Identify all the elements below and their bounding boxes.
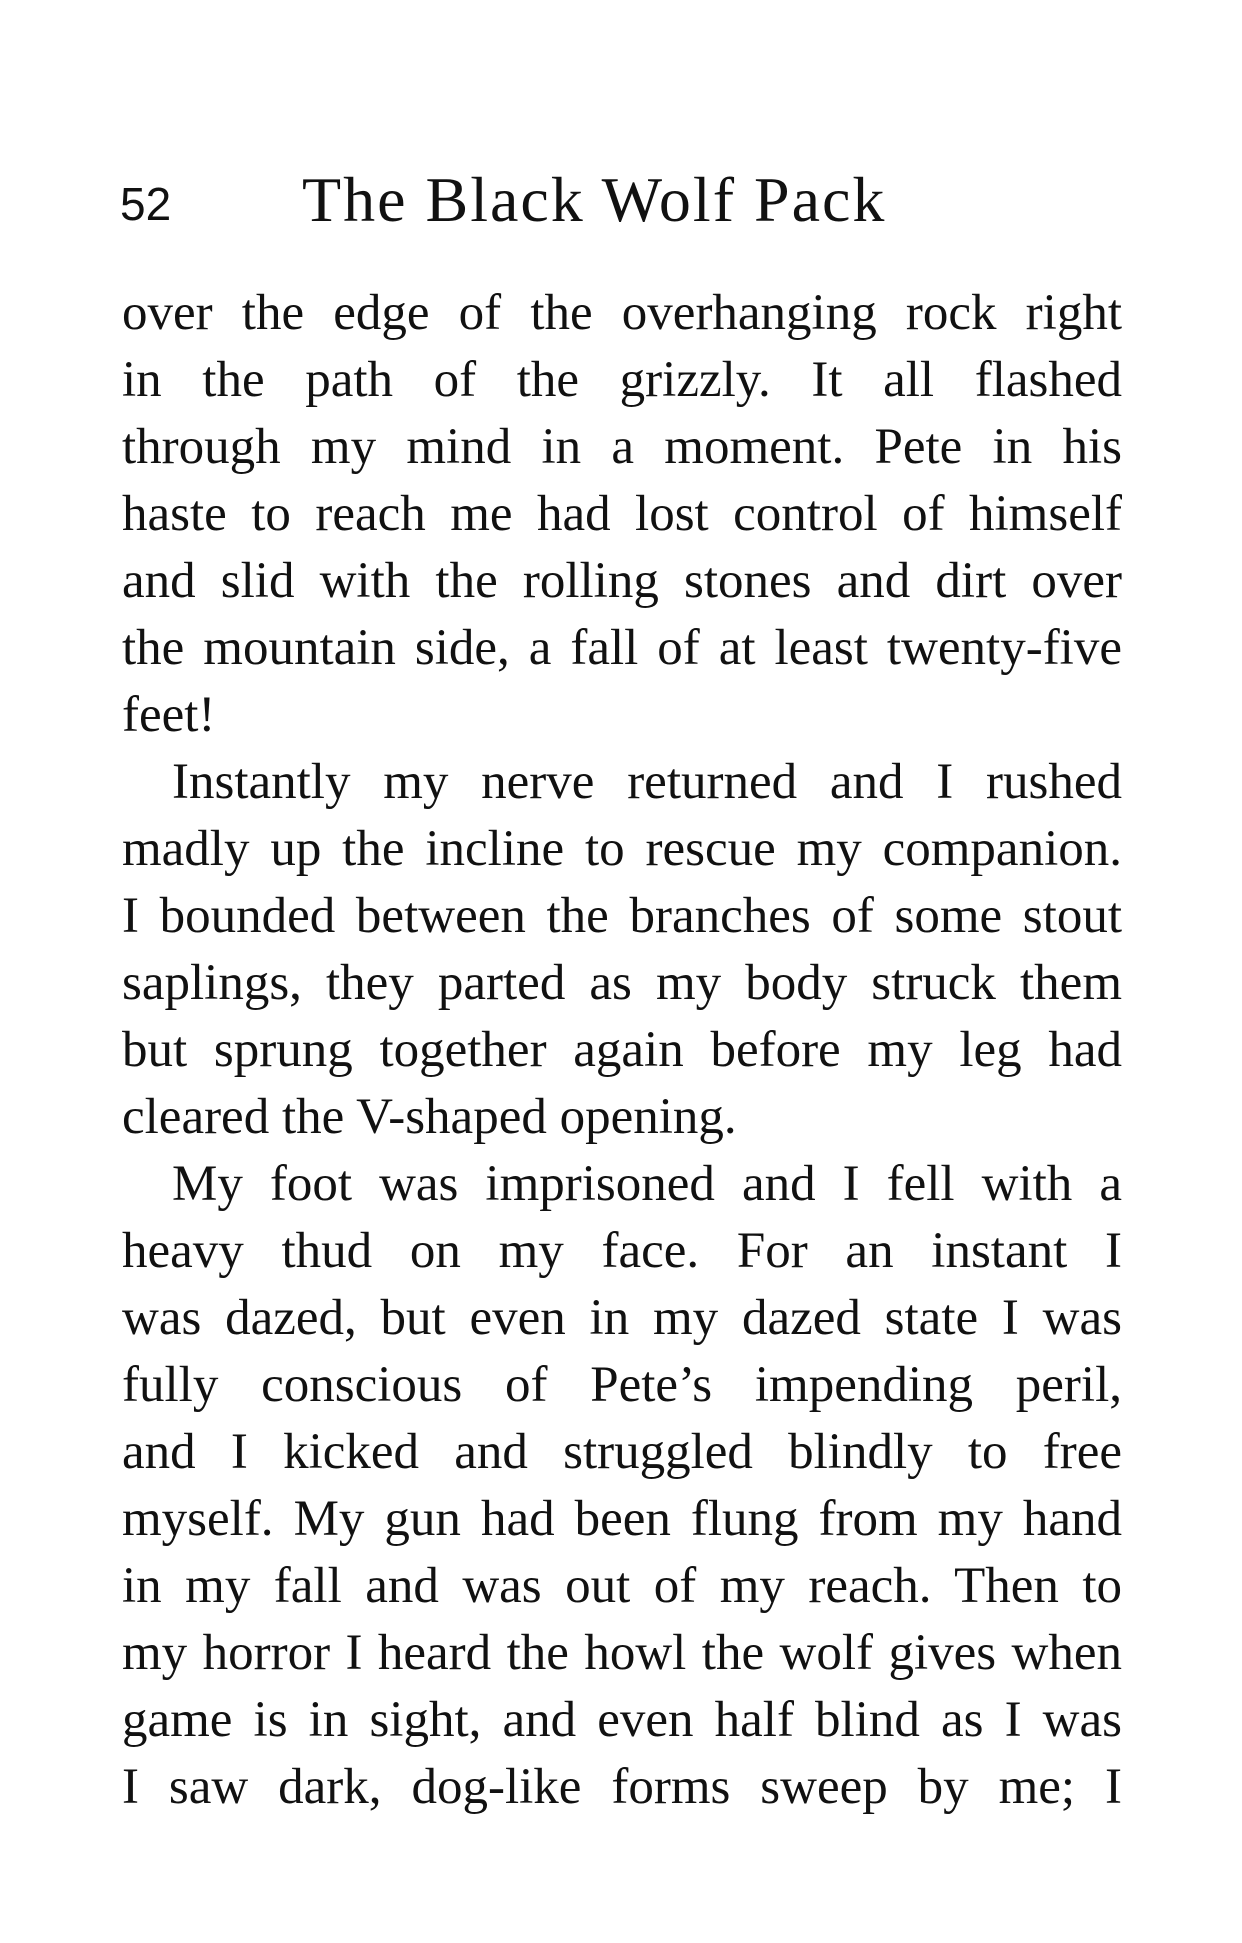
paragraph-end-line: cleared the V-shaped opening. xyxy=(122,1089,737,1145)
text-line: fully conscious of Pete’s impending peril, xyxy=(122,1357,1122,1413)
text-line: game is in sight, and even half blind as I was xyxy=(122,1692,1122,1748)
text-line: I saw dark, dog-like forms sweep by me; I xyxy=(122,1759,1122,1815)
text-line: was dazed, but even in my dazed state I was xyxy=(122,1290,1122,1346)
text-line: myself. My gun had been flung from my hand xyxy=(122,1491,1122,1547)
page-number: 52 xyxy=(120,178,172,230)
body-text xyxy=(122,280,1122,1821)
text-line: I bounded between the branches of some stout xyxy=(122,888,1122,944)
text-line: heavy thud on my face. For an instant I xyxy=(122,1223,1122,1279)
text-line: in the path of the grizzly. It all flashed xyxy=(122,352,1122,408)
paragraph-start-line: My foot was imprisoned and I fell with a xyxy=(172,1156,1122,1212)
text-line: in my fall and was out of my reach. Then to xyxy=(122,1558,1122,1614)
text-line: and I kicked and struggled blindly to free xyxy=(122,1424,1122,1480)
paragraph-start-line: Instantly my nerve returned and I rushed xyxy=(172,754,1122,810)
text-line: haste to reach me had lost control of himself xyxy=(122,486,1122,542)
text-line: madly up the incline to rescue my companion. xyxy=(122,821,1122,877)
text-line: and slid with the rolling stones and dirt over xyxy=(122,553,1122,609)
text-line: the mountain side, a fall of at least twenty-five xyxy=(122,620,1122,676)
paragraph-end-line: feet! xyxy=(122,687,216,743)
running-title: The Black Wolf Pack xyxy=(302,164,887,235)
text-line: over the edge of the overhanging rock right xyxy=(122,285,1122,341)
page-header xyxy=(120,160,1130,250)
text-line: through my mind in a moment. Pete in his xyxy=(122,419,1122,475)
text-line: but sprung together again before my leg had xyxy=(122,1022,1122,1078)
text-line: my horror I heard the howl the wolf gives when xyxy=(122,1625,1122,1681)
text-line: saplings, they parted as my body struck them xyxy=(122,955,1122,1011)
